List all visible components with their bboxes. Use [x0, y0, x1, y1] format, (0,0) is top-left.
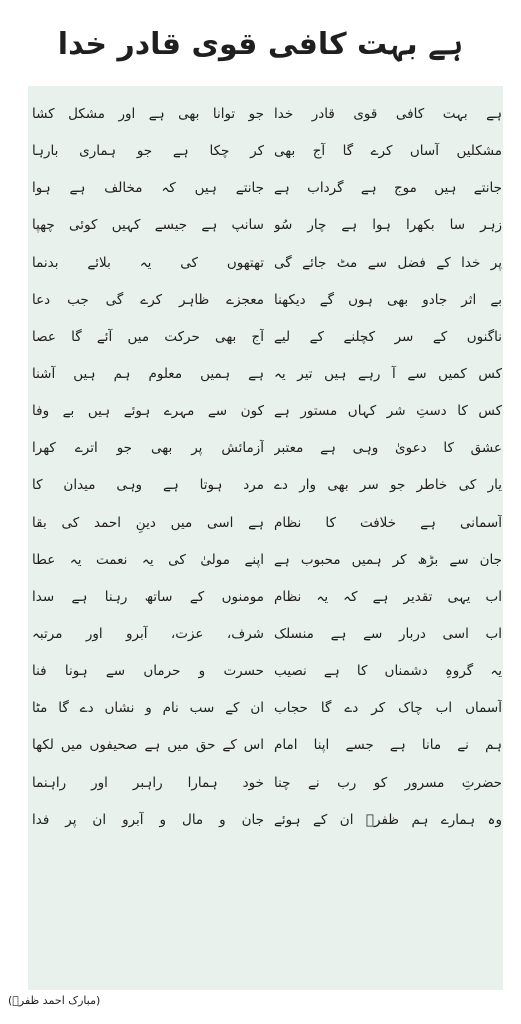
verse-line: اس کے حق میں ہے صحیفوں میں لکھا — [32, 737, 264, 754]
verse-line: یہ گروہِ دشمناں کا ہے نصیب — [274, 663, 502, 680]
verse-line: وہ ہمارے ہم ظفرؔ ان کے ہوئے — [274, 811, 502, 828]
verse-line: یار کی خاطر جو سر بھی وار دے — [274, 477, 502, 494]
verse-line: جان و مال و آبرو ان پر فدا — [32, 811, 264, 828]
verse-line: ان کے سب نام و نشاں دے گا مٹا — [32, 700, 264, 717]
verse-line: مرد ہوتا ہے وہی میدان کا — [32, 477, 264, 494]
verse-line: عشق کا دعویٰ وہی ہے معتبر — [274, 440, 502, 457]
verse-line: اب اسی دربار سے ہے منسلک — [274, 625, 502, 642]
verse-line: بے اثر جادو بھی ہوں گے دیکھنا — [274, 291, 502, 308]
verse-line: مومنوں کے ساتھ رہنا ہے سدا — [32, 588, 264, 605]
verse-line: جو توانا بھی ہے اور مشکل کشا — [32, 106, 264, 122]
verse-line: آزمائش پر بھی جو اترے کھرا — [32, 440, 264, 457]
verse-line: ہے بہت کافی قوی قادر خدا — [274, 106, 502, 122]
verse-line: حضرتِ مسرور کو رب نے چنا — [274, 774, 502, 791]
poem-title: ہے بہت کافی قوی قادر خدا — [57, 26, 464, 62]
left-verse-column — [32, 86, 264, 990]
verse-line: آسماں اب چاک کر دے گا حجاب — [274, 700, 502, 717]
verse-line: شرف، عزت، آبرو اور مرتبہ — [32, 625, 264, 642]
poet-credit: (مبارک احمد ظفرؔ) — [8, 994, 101, 1007]
verse-line: جانتے ہیں موج ہے گرداب ہے — [274, 180, 502, 197]
verse-line: جانتے ہیں کہ مخالف ہے ہوا — [32, 180, 264, 197]
verse-line: کون سے مہرے ہوئے ہیں بے وفا — [32, 403, 264, 420]
right-verse-column — [274, 86, 502, 990]
verse-line: تھتھوں کی یہ بلائے بدنما — [32, 254, 264, 271]
verse-line: اپنے مولیٰ کی یہ نعمت یہ عطا — [32, 551, 264, 568]
verse-line: آسمانی ہے خلافت کا نظام — [274, 514, 502, 531]
verse-line: اب یہی تقدیر ہے کہ یہ نظام — [274, 588, 502, 605]
verse-line: خود ہمارا راہبر اور راہنما — [32, 774, 264, 791]
verse-line: آج بھی حرکت میں آئے گا عصا — [32, 328, 264, 345]
verse-line: ہم نے مانا ہے جسے اپنا امام — [274, 737, 502, 754]
verse-line: کر چکا ہے جو ہماری بارہا — [32, 143, 264, 160]
verse-line: کس کمیں سے آ رہے ہیں تیر یہ — [274, 365, 502, 382]
verse-line: ہے اسی میں دینِ احمد کی بقا — [32, 514, 264, 531]
verse-line: مشکلیں آساں کرے گا آج بھی — [274, 143, 502, 160]
verse-line: جان سے بڑھ کر ہمیں محبوب ہے — [274, 551, 502, 568]
verse-line: معجزے ظاہر کرے گی جب دعا — [32, 291, 264, 308]
verse-line: حسرت و حرماں سے ہونا فنا — [32, 663, 264, 680]
verse-line: ناگنوں کے سر کچلنے کے لیے — [274, 328, 502, 345]
verse-line: زہر سا بکھرا ہوا ہے چار سُو — [274, 217, 502, 234]
verse-line: پر خدا کے فضل سے مٹ جائے گی — [274, 254, 502, 271]
verse-line: سانپ ہے جیسے کہیں کوئی چھپا — [32, 217, 264, 234]
verse-line: کس کا دستِ شر کہاں مستور ہے — [274, 403, 502, 420]
verse-line: ہے ہمیں معلوم ہم ہیں آشنا — [32, 365, 264, 382]
